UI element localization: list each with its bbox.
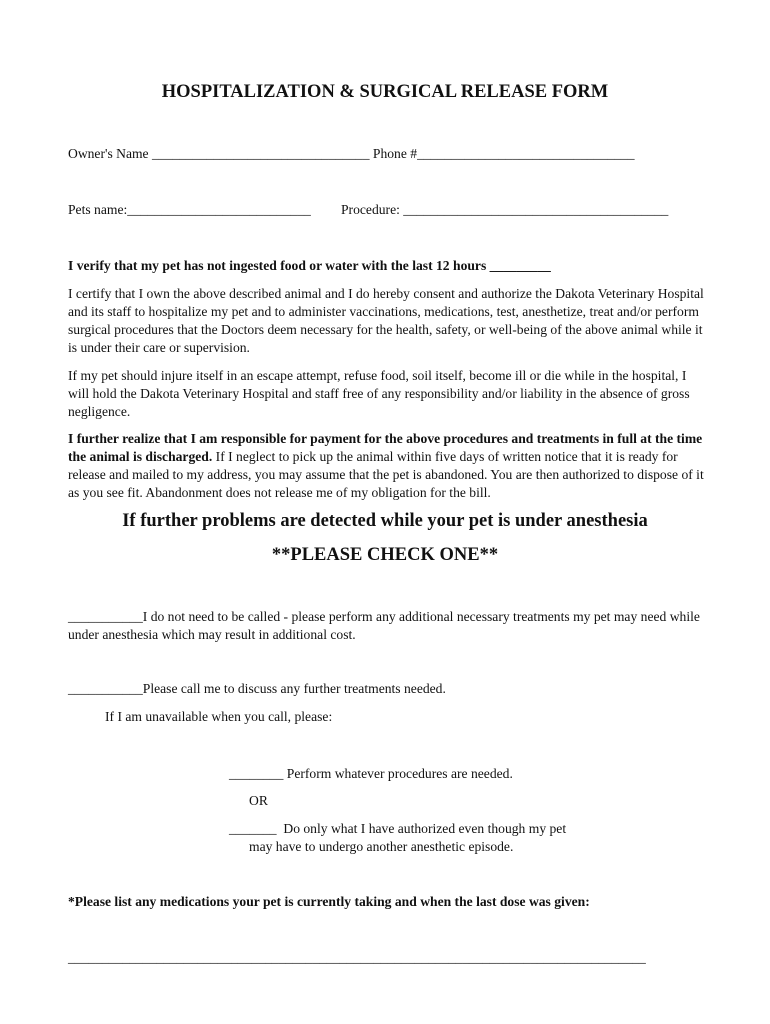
or-text: OR xyxy=(249,793,268,808)
option-call-me: ___________Please call me to discuss any further treatments needed. xyxy=(68,681,446,696)
form-title: HOSPITALIZATION & SURGICAL RELEASE FORM xyxy=(161,82,609,102)
anesthesia-heading: If further problems are detected while your pet is under anesthesia xyxy=(122,511,648,531)
payment-paragraph xyxy=(68,430,704,502)
sub-option-authorized: _______ Do only what I have authorized even though my pet xyxy=(229,821,567,836)
pets-name-line: Pets name:___________________________ xyxy=(68,202,311,217)
sub-option-perform: ________ Perform whatever procedures are needed. xyxy=(229,766,513,781)
payment-rest-text: If I neglect to pick up the animal within five days of written notice that it is ready for release and mailed to my address, you may assume that the pet is abandoned. You are then authorized to dispose of it as you see fit. Abandonment does not release me of my obligation for the bill. xyxy=(68,449,704,500)
liability-paragraph: If my pet should injure itself in an escape attempt, refuse food, soil itself, become ill or die while in the hospital, I will hold the Dakota Veterinary Hospital and staff free of any responsibility and/or liability in the absence of gross negligence. xyxy=(68,368,690,419)
medications-prompt: *Please list any medications your pet is currently taking and when the last dose was given: xyxy=(68,894,590,909)
medications-line: _____________________________________________________________________________________ xyxy=(68,950,646,965)
fasting-verification: I verify that my pet has not ingested food or water with the last 12 hours _________ xyxy=(68,258,551,273)
payment-bold-text: I further realize that I am responsible for payment for the above procedures and treatments in full at the time the animal is discharged. xyxy=(68,431,703,464)
consent-paragraph: I certify that I own the above described animal and I do hereby consent and authorize the Dakota Veterinary Hospital and its staff to hospitalize my pet and to administer vaccinations, medications, test, anesthetize, treat and/or perform surgical procedures that the Doctors deem necessary for the health, safety, or well-being of the above animal while it is under their care or supervision. xyxy=(68,286,704,355)
sub-option-authorized-cont: may have to undergo another anesthetic episode. xyxy=(249,839,514,854)
procedure-line: Procedure: _______________________________________ xyxy=(341,202,669,217)
option-no-call: ___________I do not need to be called - please perform any additional necessary treatments my pet may need while under anesthesia which may result in additional cost. xyxy=(68,609,700,642)
unavailable-text: If I am unavailable when you call, please: xyxy=(105,709,333,724)
check-one-heading: **PLEASE CHECK ONE** xyxy=(271,545,499,565)
owner-phone-line: Owner's Name ________________________________ Phone #________________________________ xyxy=(68,146,635,161)
